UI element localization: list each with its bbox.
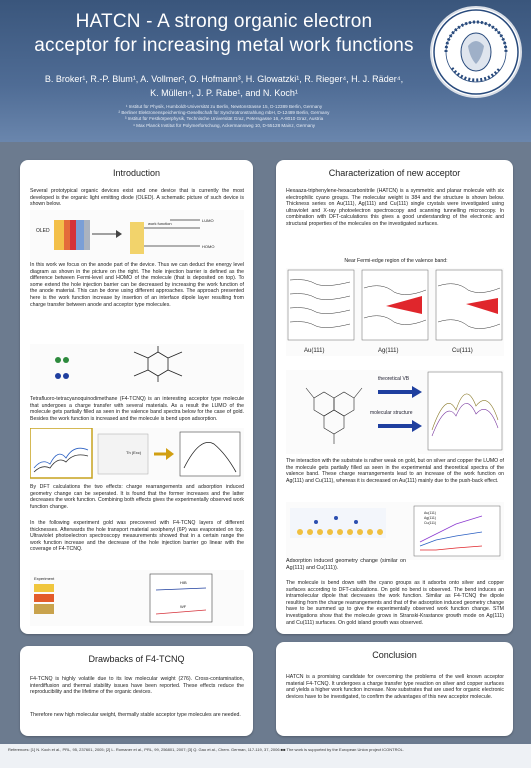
drawbacks-title: Drawbacks of F4-TCNQ	[88, 654, 185, 664]
lumo-label: LUMO	[202, 218, 214, 223]
f4tcnq-spectra-figure	[30, 428, 244, 480]
molecular-structure-label: molecular structure	[370, 410, 413, 416]
legend-ag: Ag(111)	[424, 516, 436, 520]
au-label: Au(111)	[304, 348, 325, 354]
conclusion-panel	[276, 642, 513, 736]
intro-paragraph-5: In the following experiment gold was precovered with F4-TCNQ layers of different thicknesses. Afterwards the hole transport material sexiphenyl (6P) was evaporated on top. Ultraviolet photoelectron spectroscopy measurements showed that in a certain range the work function increase and the decrease of the hole injection barrier go linear with the coverage of F4-TCNQ.	[30, 520, 244, 553]
intro-paragraph-4: By DFT calculations the two effects: charge rearrangements and adsorption induced geometry change can be seperated. It is found that the former increases and the latter decreases the work function. Combining both effects gives the experimentally observed work function change.	[30, 484, 244, 510]
affiliations	[14, 104, 434, 129]
ag-label: Ag(111)	[378, 348, 399, 354]
authors-line-1: B. Broker¹, R.-P. Blum¹, A. Vollmer², O. Hofmann³, H. Glowatzki¹, R. Rieger⁴, H. J. Räder⁴,	[44, 74, 404, 84]
vb-caption: Near Fermi-edge region of the valence band:	[344, 258, 448, 264]
poster-title	[14, 10, 434, 58]
cu-spectrum	[436, 270, 502, 340]
references-footer: References: [1] N. Koch et al., PRL, 95, 237601, 2005; [2] L. Romaner et al., PRL, 99, 256801, 2007; [3] Q. Gao et al., Chem. German, 117-119, 37, 2006 ■■ The work is supported by the European Union project ICONTROL.	[0, 744, 531, 768]
dft-exc-caption: Th (Exc)	[126, 450, 142, 455]
university-seal-logo	[430, 6, 522, 98]
introduction-panel	[20, 160, 253, 634]
drawbacks-panel	[20, 646, 253, 736]
homo-label: HOMO	[202, 244, 215, 249]
vb-spectra-figure	[286, 268, 504, 356]
affiliation-1: ¹ Institut für Physik, Humboldt-Universität zu Berlin, Newtonstrasse 15, D-12389 Berlin, Germany	[125, 104, 323, 109]
adsorption-figure	[286, 502, 504, 560]
wf-label: WF	[180, 604, 187, 609]
characterization-panel	[276, 160, 513, 634]
oled-schematic	[30, 210, 244, 262]
work-function-label: work function	[148, 221, 172, 226]
theory-figure	[286, 370, 504, 454]
drawbacks-paragraph-2: Therefore new high molecular weight, thermally stable acceptor type molecules are needed.	[30, 712, 241, 718]
drawbacks-paragraph-1: F4-TCNQ is highly volatile due to its low molecular weight (276). Cross-contamination, interdiffusion and thermal stability issues have been reported. These effects reduce the reproducibility and the lifetime of the organic devices.	[30, 676, 244, 696]
oled-label: OLED	[36, 228, 50, 234]
characterization-title: Characterization of new acceptor	[328, 168, 461, 178]
experiment-figure	[30, 570, 244, 626]
experiment-label: Experiment	[34, 576, 55, 581]
f4tcnq-structure	[30, 344, 244, 394]
legend-cu: Cu(111)	[424, 521, 437, 525]
hib-label: HIB	[180, 580, 187, 585]
characterization-paragraph-3: The molecule is bend down with the cyano groups as it adsorbs onto silver and copper surfaces according to DFT-calculations. On gold no bend is observed. The bend induces an intramolecular dipole that decreases the work function. Similar as F4-TCNQ the dipole resulting from the charge rearrangements and that of the adsorption induced geometry change have to be summed up to give the experimentally observed work function change. STM investigations show that the molecule grows in Stranski-Krastanov growth mode on Ag(111) and Cu(111) surfaces. On gold island growth was observed.	[286, 580, 504, 626]
adsorption-caption: Adsorption induced geometry change (similar on Ag(111) and Cu(111)).	[286, 558, 406, 571]
cu-label: Cu(111)	[452, 348, 473, 354]
characterization-paragraph-2: The interaction with the substrate is rather weak on gold, but on silver and copper the LUMO of the molecule gets partially filled as seen in the experimental and theoretical spectra of the valence band. These charge rearrangements lead to an increase of the work function on Ag(111) and Cu(111), whereas it is decreased on Au(111) mainly due to the push-back effect.	[286, 458, 504, 484]
intro-paragraph-3: Tetrafluoro-tetracyanoquinodimethane (F4-TCNQ) is an interesting acceptor type molecule that undergoes a charge transfer with several materials. As a result the LUMO of the molecule gets partially filled as seen in the valence band spectra below for the case of gold. Besides the work function is increased and the molecule is bend upon adsorption.	[30, 396, 244, 422]
introduction-title: Introduction	[112, 168, 161, 178]
authors	[14, 72, 434, 100]
conclusion-paragraph: HATCN is a promising candidate for overcoming the problems of the well known acceptor material F4-TCNQ. It undergoes a charge transfer type reaction on silver and copper surfaces and yields a higher work function increase. Now substrates that are used for organic electronic devices have to be investigated, to confirm the advantages of this new acceptor molecule.	[286, 674, 504, 700]
intro-paragraph-1: Several prototypical organic devices exist and one device that is currently the most developed is the organic light emitting diode (OLED). A schematic picture of such device is shown below.	[30, 188, 244, 208]
characterization-paragraph-1: Hexaaza-triphenylene-hexacarbonitrile (HATCN) is a symmetric and planar molecule with six electrophilic cyano groups. The molecular weight is 384 and the structure is shown below. Thickness series on Au(111), Ag(111) and Cu(111) single crystals were investigated using ultraviolet and X-ray photoelectron spectroscopy and scanning tunnelling microscopy. In combination with DFT-calculations this gives a good understanding of the electronic and structural properties of the molecules on the investigated surfaces.	[286, 188, 504, 227]
affiliation-4: ⁴ Max Planck Institut für Polymerforschung, Ackermannweg 10, D-55128 Mainz, Germany	[132, 122, 316, 128]
hatcn-structure	[306, 388, 362, 444]
au-spectrum	[288, 270, 354, 340]
legend-au: Au(111)	[424, 511, 436, 515]
theoretical-vb-label: theoretical VB	[378, 376, 410, 382]
intro-paragraph-2: In this work we focus on the anode part of the device. Thus we can deduct the energy level diagram as shown in the picture on the right. The hole injection barrier is defined as the difference between Fermi-level and HOMO of the molecule (that is deposited on top). To some extend the hole injection barrier can be decreased by increasing the work function of the anode material. This can be done using different approaches. The approach presented here is the work function increase by insertion of an interface dipole layer resulting from charge transfer between anode and acceptor type molecules.	[30, 262, 244, 308]
title-line-1: HATCN - A strong organic electron	[75, 11, 373, 32]
ag-spectrum	[362, 270, 428, 340]
affiliation-2: ² Berliner Elektronenspeicherring-Gesellschaft für Synchrotronstrahlung mbH, D-12489 Berlin, Germany	[118, 110, 330, 116]
authors-line-2: K. Müllen⁴, J. P. Rabe¹, and N. Koch¹	[150, 88, 298, 98]
poster-header	[0, 0, 531, 142]
title-line-2: acceptor for increasing metal work functions	[34, 35, 414, 56]
conclusion-title: Conclusion	[372, 650, 417, 660]
affiliation-3: ³ Institut für Festkörperphysik, Technische Universität Graz, Petersgasse 16, A-8010 Graz, Austria	[124, 116, 324, 122]
